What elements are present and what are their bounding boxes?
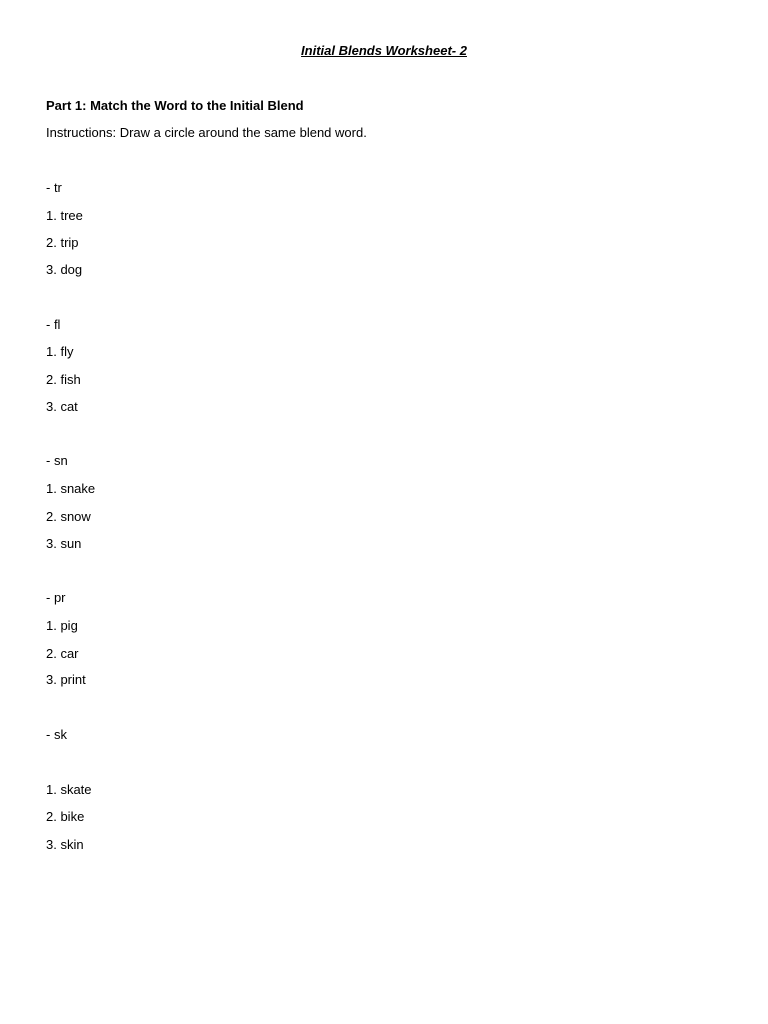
list-item: 2. trip [46,235,79,250]
page-title: Initial Blends Worksheet- 2 [301,43,467,58]
list-item: 2. snow [46,509,91,524]
blend-label-pr: - pr [46,590,66,605]
list-item: 3. sun [46,536,82,551]
instructions-text: Instructions: Draw a circle around the same blend word. [46,125,367,140]
list-item: 1. skate [46,782,92,797]
list-item: 2. car [46,646,79,661]
blend-label-sk: - sk [46,727,67,742]
list-item: 3. dog [46,262,83,277]
part1-heading: Part 1: Match the Word to the Initial Blend [46,98,304,113]
list-item: 1. pig [46,618,78,633]
blend-label-fl: - fl [46,317,61,332]
list-item: 3. print [46,672,86,687]
list-item: 3. skin [46,837,84,852]
list-item: 2. fish [46,372,81,387]
blend-label-tr: - tr [46,180,62,195]
list-item: 2. bike [46,809,85,824]
list-item: 1. fly [46,344,74,359]
list-item: 1. tree [46,208,83,223]
list-item: 3. cat [46,399,78,414]
blend-label-sn: - sn [46,453,68,468]
list-item: 1. snake [46,481,96,496]
